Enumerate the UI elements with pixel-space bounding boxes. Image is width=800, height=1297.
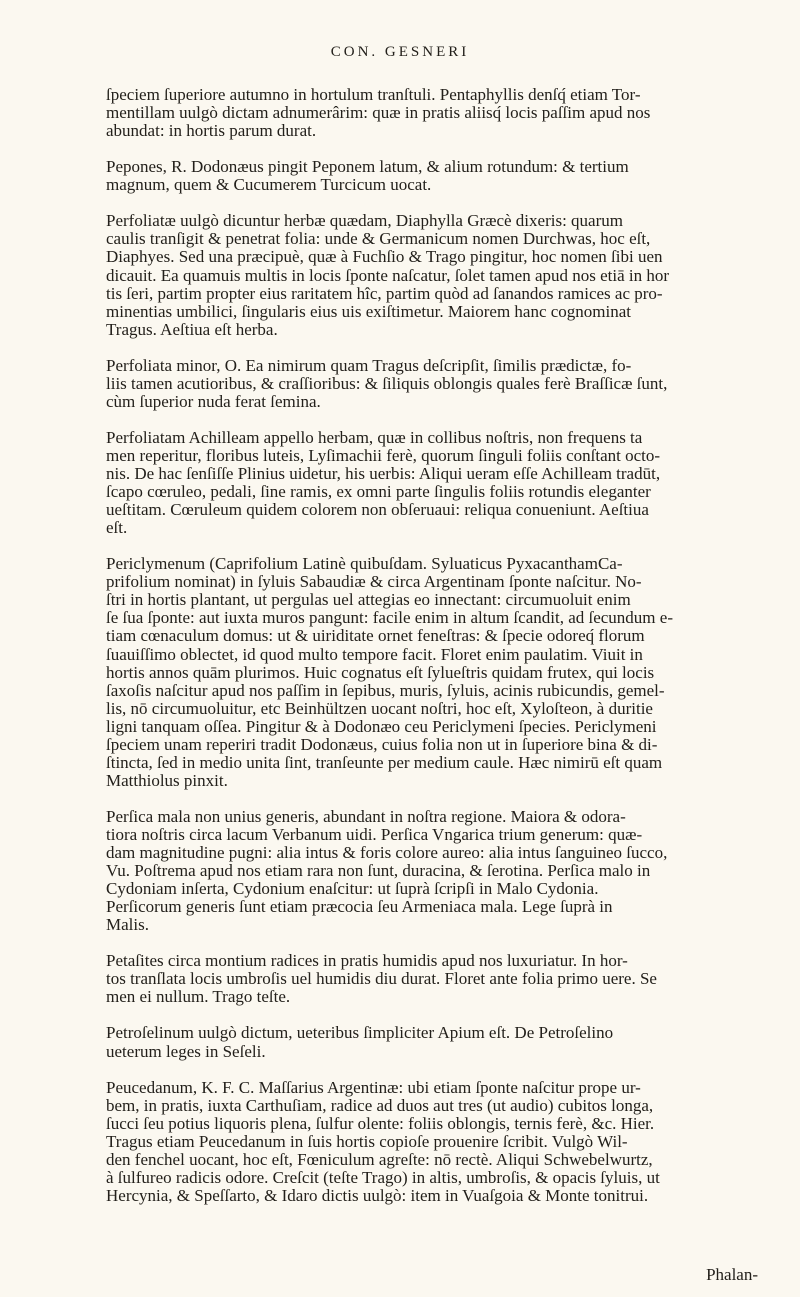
paragraph-periclymenum: Periclymenum (Caprifolium Latinè quibuſdam. Syluaticus PyxacanthamCa- prifolium nominat) in ſyluis Sabaudiæ & circa Argentinam ſponte naſcitur. No- ſtri in hortis plantant, ut pergulas uel attegias eo innectant: circumuoluit enim ſe ſua ſponte: aut iuxta muros pangunt: facile enim in altum ſcandit, ad ſecundum e- tiam cœnaculum domus: ut & uiriditate ornet feneſtras: & ſpecie odoreq́ florum ſuauiſſimo oblectet, id quod multo tempore facit. Floret enim paulatim. Viuit in hortis annos quām plurimos. Huic cognatus eſt ſylueſtris quidam frutex, qui locis ſaxoſis naſcitur apud nos paſſim in ſepibus, muris, ſyluis, acinis rubicundis, gemel- lis, nō circumuoluitur, etc Beinhültzen uocant noſtri, hoc eſt, Xyloſteon, à duritie ligni tanquam oſſea. Pingitur & à Dodonæo ceu Periclymeni ſpecies. Periclymeni ſpeciem unam reperiri tradit Dodonæus, cuius folia non ut in ſuperiore bina & di- ſtincta, ſed in medio unita ſint, tranſeunte per medium caule. Hæc nimirū eſt quam Matthiolus pinxit. — [106, 554, 673, 790]
body-text — [106, 68, 762, 1223]
paragraph-tormentilla: ſpeciem ſuperiore autumno in hortulum tranſtuli. Pentaphyllis denſq́ etiam Tor- mentillam uulgò dictam adnumerârim: quæ in pratis aliisq́ locis paſſim apud nos abundat: in hortis parum durat. — [106, 85, 651, 141]
paragraph-perfoliata-minor: Perfoliata minor, O. Ea nimirum quam Tragus deſcripſit, ſimilis prædictæ, fo- liis tamen acutioribus, & craſſioribus: & ſiliquis oblongis quales ferè Braſſicæ ſunt, cùm ſuperior nuda ferat ſemina. — [106, 355, 668, 411]
paragraph-perfoliata-achillea: Perfoliatam Achilleam appello herbam, quæ in collibus noſtris, non frequens ta men reperitur, floribus luteis, Lyſimachii ferè, quorum ſinguli foliis conſtant octo- nis. De hac ſenſiſſe Plinius uidetur, his uerbis: Aliqui ueram eſſe Achilleam tradūt, ſcapo cœruleo, pedali, ſine ramis, ex omni parte ſingulis foliis rotundis eleganter ueſtitam. Cœruleum quidem colorem non obſeruaui: reliqua conueniunt. Aeſtiua eſt. — [106, 427, 661, 538]
paragraph-peucedanum: Peucedanum, K. F. C. Maſſarius Argentinæ: ubi etiam ſponte naſcitur prope ur- bem, in pratis, iuxta Carthuſiam, radice ad duos aut tres (ut audio) cubitos longa, ſucci ſeu potius liquoris plena, ſulfur olente: foliis oblongis, ternis ferè, &c. Hier. Tragus etiam Peucedanum in ſuis hortis copioſe prouenire ſcribit. Vulgò Wil- den fenchel uocant, hoc eſt, Fœniculum agreſte: nō rectè. Aliqui Schwebelwurtz, à ſulfureo radicis odore. Creſcit (teſte Trago) in altis, umbroſis, & opacis ſyluis, ut Hercynia, & Speſſarto, & Idaro dictis uulgò: item in Vuaſgoia & Monte tonitrui. — [106, 1077, 660, 1205]
paragraph-perfoliatae: Perfoliatæ uulgò dicuntur herbæ quædam, Diaphylla Græcè dixeris: quarum caulis tranſigit & penetrat folia: unde & Germanicum nomen Durchwas, hoc eſt, Diaphyes. Sed una præcipuè, quæ à Fuchſio & Trago pingitur, hoc nomen ſibi uen dicauit. Ea quamuis multis in locis ſponte naſcatur, ſolet tamen apud nos etiā in hor tis ſeri, partim propter eius raritatem hîc, partim quòd ad ſanandos ramices ac pro- minentias umbilici, ſingularis eius uis exiſtimetur. Maiorem hanc cognominat Tragus. Aeſtiua eſt herba. — [106, 211, 670, 339]
paragraph-persica: Perſica mala non unius generis, abundant in noſtra regione. Maiora & odora- tiora noſtris circa lacum Verbanum uidi. Perſica Vngarica trium generum: quæ- dam magnitudine pugni: alia intus & foris colore aureo: alia intus ſanguineo ſucco, Vu. Poſtrema apud nos etiam rara non ſunt, duracina, & ſerotina. Perſica malo in Cydoniam inſerta, Cydonium enaſcitur: ut ſuprà ſcripſi in Malo Cydonia. Perſicorum generis ſunt etiam præcocia ſeu Armeniaca mala. Lege ſuprà in Malis. — [106, 806, 668, 935]
running-head: CON. GESNERI — [330, 44, 470, 60]
catchword: Phalan- — [706, 1265, 758, 1284]
paragraph-petasites: Petaſites circa montium radices in pratis humidis apud nos luxuriatur. In hor- tos tranſlata locis umbroſis uel humidis diu durat. Floret ante folia primo uere. Se men ei nullum. Trago teſte. — [106, 951, 657, 1007]
paragraph-pepones: Pepones, R. Dodonæus pingit Peponem latum, & alium rotundum: & tertium magnum, quem & Cucumerem Turcicum uocat. — [106, 157, 629, 195]
paragraph-petroselinum: Petroſelinum uulgò dictum, ueteribus ſimpliciter Apium eſt. De Petroſelino ueterum leges in Seſeli. — [106, 1023, 614, 1061]
